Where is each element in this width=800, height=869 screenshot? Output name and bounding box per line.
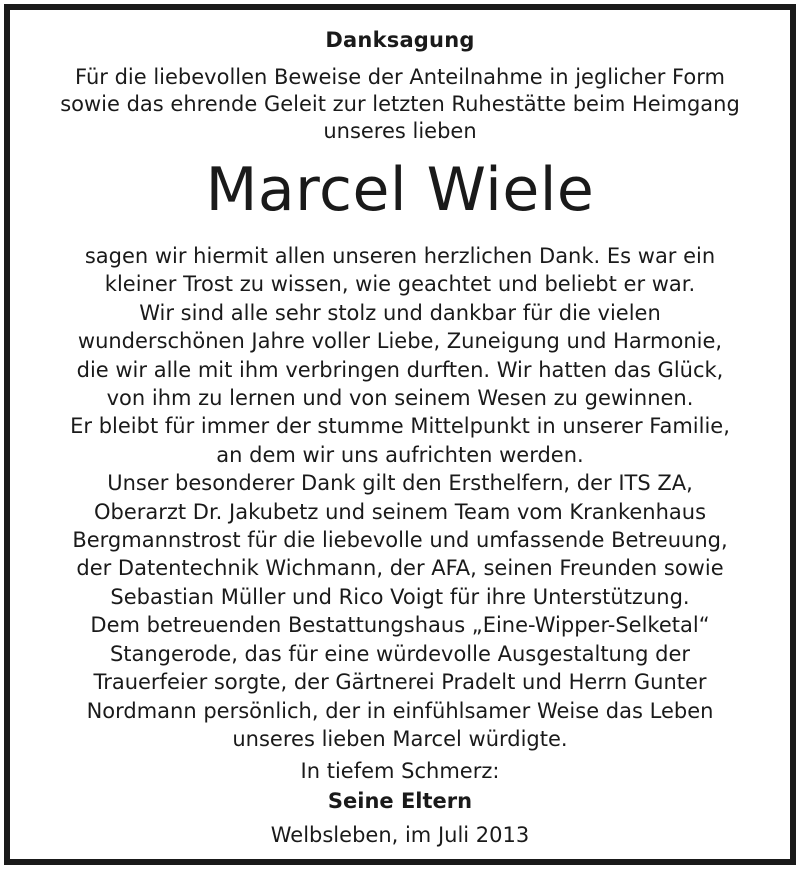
- intro-line: sowie das ehrende Geleit zur letzten Ruhestätte beim Heimgang: [60, 92, 740, 116]
- body-line: wunderschönen Jahre voller Liebe, Zuneigung und Harmonie,: [77, 329, 723, 354]
- body-line: Bergmannstrost für die liebevolle und umfassende Betreuung,: [72, 528, 728, 553]
- body-line: der Datentechnik Wichmann, der AFA, seinen Freunden sowie: [76, 556, 724, 581]
- body-line: die wir alle mit ihm verbringen durften. Wir hatten das Glück,: [76, 357, 724, 382]
- body-line: Wir sind alle sehr stolz und dankbar für die vielen: [139, 300, 661, 325]
- place-date: Welbsleben, im Juli 2013: [270, 823, 530, 847]
- body-line: Stangerode, das für eine würdevolle Ausgestaltung der: [109, 641, 691, 666]
- thanks-paragraph: [10, 242, 790, 753]
- body-line: kleiner Trost zu wissen, wie geachtet und beliebt er war.: [104, 272, 696, 297]
- intro-line: Für die liebevollen Beweise der Anteilnahme in jeglicher Form: [75, 65, 725, 89]
- body-line: sagen wir hiermit allen unseren herzlichen Dank. Es war ein: [84, 244, 716, 268]
- signers: Seine Eltern: [327, 789, 473, 813]
- intro-line: unseres lieben: [323, 119, 477, 143]
- closing-phrase: In tiefem Schmerz:: [300, 759, 500, 783]
- body-line: unseres lieben Marcel würdigte.: [232, 726, 568, 751]
- notice-content: [10, 10, 790, 859]
- deceased-name: Marcel Wiele: [205, 155, 595, 225]
- body-line: Dem betreuenden Bestattungshaus „Eine-Wipper-Selketal“: [90, 613, 710, 638]
- closing-block: [10, 756, 790, 850]
- body-line: Sebastian Müller und Rico Voigt für ihre Unterstützung.: [110, 584, 690, 609]
- body-line: Oberarzt Dr. Jakubetz und seinem Team vom Krankenhaus: [93, 499, 707, 524]
- notice-heading: Danksagung: [325, 28, 475, 52]
- body-line: Nordmann persönlich, der in einfühlsamer Weise das Leben: [86, 698, 714, 723]
- body-line: Unser besonderer Dank gilt den Ersthelfern, der ITS ZA,: [107, 471, 693, 496]
- body-line: Trauerfeier sorgte, der Gärtnerei Pradelt und Herrn Gunter: [93, 670, 707, 695]
- body-line: von ihm zu lernen und von seinem Wesen zu gewinnen.: [106, 386, 694, 411]
- body-line: Er bleibt für immer der stumme Mittelpunkt in unserer Familie,: [70, 414, 730, 439]
- intro-paragraph: [10, 64, 790, 145]
- notice-frame: [4, 4, 796, 865]
- body-line: an dem wir uns aufrichten werden.: [216, 442, 584, 467]
